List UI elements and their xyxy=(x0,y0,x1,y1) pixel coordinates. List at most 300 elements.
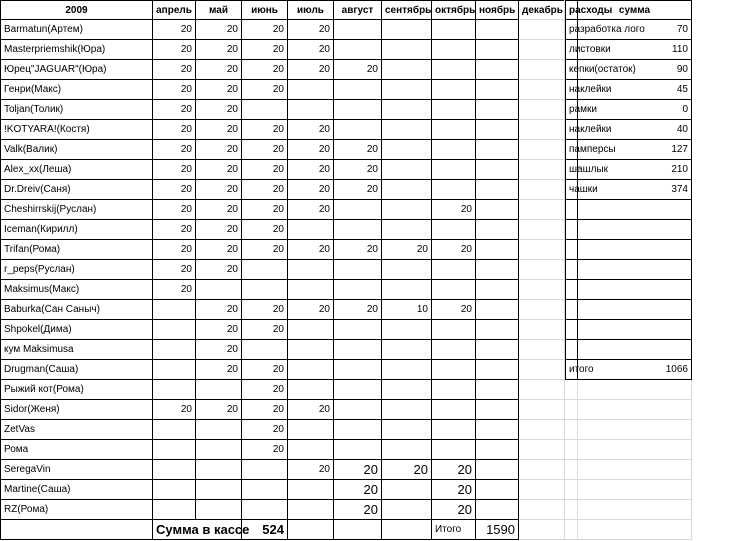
empty-cell[interactable] xyxy=(519,180,565,200)
payment-cell[interactable] xyxy=(476,500,519,520)
expense-sum[interactable] xyxy=(578,200,692,220)
payment-cell[interactable]: 20 xyxy=(153,40,196,60)
payment-cell[interactable]: 20 xyxy=(432,240,476,260)
payment-cell[interactable] xyxy=(432,320,476,340)
payment-cell[interactable] xyxy=(476,200,519,220)
payment-cell[interactable] xyxy=(432,340,476,360)
payment-cell[interactable] xyxy=(288,360,334,380)
member-name[interactable]: Рыжий кот(Рома) xyxy=(0,380,153,400)
payment-cell[interactable]: 20 xyxy=(334,140,382,160)
empty-cell[interactable] xyxy=(519,520,565,540)
expense-sum[interactable]: 0 xyxy=(578,100,692,120)
empty-cell[interactable] xyxy=(578,480,692,500)
payment-cell[interactable] xyxy=(288,80,334,100)
member-name[interactable]: Генри(Макс) xyxy=(0,80,153,100)
empty-cell[interactable] xyxy=(519,100,565,120)
payment-cell[interactable]: 20 xyxy=(334,180,382,200)
empty-cell[interactable] xyxy=(565,420,578,440)
expenses-total-label[interactable]: итого xyxy=(565,360,578,380)
payment-cell[interactable] xyxy=(334,100,382,120)
footer-empty[interactable] xyxy=(382,520,432,540)
payment-cell[interactable] xyxy=(476,480,519,500)
empty-cell[interactable] xyxy=(519,200,565,220)
month-header[interactable]: декабрь xyxy=(519,0,565,20)
payment-cell[interactable] xyxy=(382,440,432,460)
payment-cell[interactable]: 20 xyxy=(242,240,288,260)
member-name[interactable]: Valk(Валик) xyxy=(0,140,153,160)
payment-cell[interactable] xyxy=(334,280,382,300)
payment-cell[interactable]: 20 xyxy=(288,400,334,420)
payment-cell[interactable] xyxy=(288,500,334,520)
payment-cell[interactable]: 20 xyxy=(288,460,334,480)
empty-cell[interactable] xyxy=(519,420,565,440)
payment-cell[interactable] xyxy=(153,440,196,460)
payment-cell[interactable] xyxy=(432,120,476,140)
member-name[interactable]: Iceman(Кирилл) xyxy=(0,220,153,240)
expense-sum[interactable]: 110 xyxy=(578,40,692,60)
payment-cell[interactable]: 20 xyxy=(153,100,196,120)
payment-cell[interactable] xyxy=(288,440,334,460)
payment-cell[interactable]: 20 xyxy=(153,280,196,300)
expense-name[interactable]: наклейки xyxy=(565,80,578,100)
payment-cell[interactable] xyxy=(196,480,242,500)
payment-cell[interactable]: 20 xyxy=(334,480,382,500)
payment-cell[interactable] xyxy=(334,220,382,240)
empty-cell[interactable] xyxy=(578,400,692,420)
payment-cell[interactable] xyxy=(476,40,519,60)
payment-cell[interactable]: 20 xyxy=(382,460,432,480)
empty-cell[interactable] xyxy=(578,460,692,480)
payment-cell[interactable]: 20 xyxy=(196,100,242,120)
member-name[interactable]: Masterpriemshik(Юра) xyxy=(0,40,153,60)
payment-cell[interactable] xyxy=(334,320,382,340)
expense-sum[interactable]: 90 xyxy=(578,60,692,80)
payment-cell[interactable]: 20 xyxy=(196,40,242,60)
expenses-sum-header[interactable]: сумма xyxy=(578,0,692,20)
payment-cell[interactable] xyxy=(334,400,382,420)
payment-cell[interactable]: 20 xyxy=(288,200,334,220)
expense-name[interactable]: кепки(остаток) xyxy=(565,60,578,80)
payment-cell[interactable] xyxy=(196,280,242,300)
empty-cell[interactable] xyxy=(519,460,565,480)
payment-cell[interactable] xyxy=(432,20,476,40)
payment-cell[interactable]: 20 xyxy=(153,120,196,140)
expense-name[interactable] xyxy=(565,200,578,220)
member-name[interactable]: SeregaVin xyxy=(0,460,153,480)
empty-cell[interactable] xyxy=(519,40,565,60)
payment-cell[interactable] xyxy=(382,100,432,120)
payment-cell[interactable] xyxy=(476,460,519,480)
payment-cell[interactable] xyxy=(242,340,288,360)
payment-cell[interactable]: 20 xyxy=(288,160,334,180)
payment-cell[interactable]: 20 xyxy=(196,20,242,40)
payment-cell[interactable] xyxy=(476,440,519,460)
payment-cell[interactable]: 20 xyxy=(432,460,476,480)
expense-sum[interactable] xyxy=(578,320,692,340)
empty-cell[interactable] xyxy=(565,500,578,520)
expense-sum[interactable]: 374 xyxy=(578,180,692,200)
payment-cell[interactable]: 20 xyxy=(334,300,382,320)
empty-cell[interactable] xyxy=(519,120,565,140)
payment-cell[interactable] xyxy=(334,440,382,460)
payment-cell[interactable]: 20 xyxy=(196,120,242,140)
payment-cell[interactable] xyxy=(242,100,288,120)
expense-name[interactable] xyxy=(565,220,578,240)
payment-cell[interactable] xyxy=(476,360,519,380)
member-name[interactable]: Dr.Dreiv(Саня) xyxy=(0,180,153,200)
expense-name[interactable] xyxy=(565,280,578,300)
payment-cell[interactable]: 20 xyxy=(242,200,288,220)
expense-name[interactable] xyxy=(565,300,578,320)
payment-cell[interactable] xyxy=(382,340,432,360)
expense-name[interactable]: рамки xyxy=(565,100,578,120)
payment-cell[interactable] xyxy=(382,480,432,500)
payment-cell[interactable]: 20 xyxy=(242,120,288,140)
payment-cell[interactable] xyxy=(382,200,432,220)
payment-cell[interactable] xyxy=(476,220,519,240)
empty-cell[interactable] xyxy=(519,220,565,240)
payment-cell[interactable] xyxy=(476,420,519,440)
payment-cell[interactable] xyxy=(153,420,196,440)
payment-cell[interactable] xyxy=(382,40,432,60)
payment-cell[interactable] xyxy=(432,60,476,80)
payment-cell[interactable]: 20 xyxy=(382,240,432,260)
payment-cell[interactable] xyxy=(196,460,242,480)
payment-cell[interactable]: 20 xyxy=(242,60,288,80)
payment-cell[interactable] xyxy=(382,320,432,340)
payment-cell[interactable]: 20 xyxy=(196,140,242,160)
payment-cell[interactable] xyxy=(382,280,432,300)
expense-sum[interactable] xyxy=(578,260,692,280)
payment-cell[interactable]: 20 xyxy=(196,360,242,380)
expense-name[interactable]: чашки xyxy=(565,180,578,200)
year-header[interactable]: 2009 xyxy=(0,0,153,20)
expense-name[interactable]: разработка лого xyxy=(565,20,578,40)
member-name[interactable]: r_peps(Руслан) xyxy=(0,260,153,280)
payment-cell[interactable] xyxy=(476,80,519,100)
payment-cell[interactable]: 20 xyxy=(153,60,196,80)
payment-cell[interactable] xyxy=(153,320,196,340)
expenses-header[interactable]: расходы xyxy=(565,0,578,20)
empty-cell[interactable] xyxy=(519,140,565,160)
payment-cell[interactable]: 20 xyxy=(196,260,242,280)
empty-cell[interactable] xyxy=(519,340,565,360)
payment-cell[interactable] xyxy=(432,420,476,440)
member-name[interactable]: Toljan(Толик) xyxy=(0,100,153,120)
payment-cell[interactable] xyxy=(153,380,196,400)
payment-cell[interactable] xyxy=(382,180,432,200)
empty-cell[interactable] xyxy=(519,20,565,40)
payment-cell[interactable] xyxy=(288,420,334,440)
member-name[interactable]: ZetVas xyxy=(0,420,153,440)
payment-cell[interactable]: 20 xyxy=(242,160,288,180)
expense-name[interactable] xyxy=(565,260,578,280)
payment-cell[interactable] xyxy=(288,480,334,500)
payment-cell[interactable] xyxy=(432,260,476,280)
member-name[interactable]: Martine(Саша) xyxy=(0,480,153,500)
payment-cell[interactable] xyxy=(432,40,476,60)
payment-cell[interactable]: 20 xyxy=(153,20,196,40)
empty-cell[interactable] xyxy=(519,240,565,260)
payment-cell[interactable] xyxy=(153,460,196,480)
payment-cell[interactable]: 20 xyxy=(242,20,288,40)
payment-cell[interactable] xyxy=(382,140,432,160)
member-name[interactable]: Barmatun(Артем) xyxy=(0,20,153,40)
payment-cell[interactable] xyxy=(153,340,196,360)
payment-cell[interactable] xyxy=(288,340,334,360)
payment-cell[interactable] xyxy=(334,120,382,140)
payment-cell[interactable]: 20 xyxy=(153,140,196,160)
payment-cell[interactable] xyxy=(334,360,382,380)
payment-cell[interactable] xyxy=(432,280,476,300)
payment-cell[interactable] xyxy=(432,140,476,160)
empty-cell[interactable] xyxy=(519,480,565,500)
payment-cell[interactable]: 20 xyxy=(432,300,476,320)
payment-cell[interactable] xyxy=(288,280,334,300)
payment-cell[interactable] xyxy=(476,340,519,360)
member-name[interactable]: Baburka(Сан Саныч) xyxy=(0,300,153,320)
payment-cell[interactable] xyxy=(196,500,242,520)
payment-cell[interactable]: 20 xyxy=(288,20,334,40)
payment-cell[interactable]: 20 xyxy=(196,160,242,180)
payment-cell[interactable]: 20 xyxy=(288,40,334,60)
expense-sum[interactable] xyxy=(578,300,692,320)
payment-cell[interactable] xyxy=(382,80,432,100)
payment-cell[interactable]: 20 xyxy=(288,180,334,200)
member-name[interactable]: Cheshirrskij(Руслан) xyxy=(0,200,153,220)
payment-cell[interactable]: 20 xyxy=(334,60,382,80)
member-name[interactable]: RZ(Рома) xyxy=(0,500,153,520)
payment-cell[interactable]: 20 xyxy=(242,400,288,420)
payment-cell[interactable] xyxy=(476,160,519,180)
payment-cell[interactable]: 10 xyxy=(382,300,432,320)
member-name[interactable]: Maksimus(Макс) xyxy=(0,280,153,300)
payment-cell[interactable] xyxy=(196,420,242,440)
payment-cell[interactable] xyxy=(476,260,519,280)
payment-cell[interactable] xyxy=(476,300,519,320)
payment-cell[interactable] xyxy=(334,340,382,360)
empty-cell[interactable] xyxy=(519,320,565,340)
payment-cell[interactable]: 20 xyxy=(196,320,242,340)
payment-cell[interactable]: 20 xyxy=(196,220,242,240)
payment-cell[interactable] xyxy=(432,380,476,400)
empty-cell[interactable] xyxy=(578,380,692,400)
payment-cell[interactable] xyxy=(476,380,519,400)
payment-cell[interactable] xyxy=(476,140,519,160)
payment-cell[interactable] xyxy=(432,400,476,420)
empty-cell[interactable] xyxy=(519,300,565,320)
payment-cell[interactable]: 20 xyxy=(196,180,242,200)
payment-cell[interactable] xyxy=(432,440,476,460)
payment-cell[interactable] xyxy=(476,400,519,420)
payment-cell[interactable] xyxy=(382,260,432,280)
empty-cell[interactable] xyxy=(578,520,692,540)
payment-cell[interactable] xyxy=(382,360,432,380)
payment-cell[interactable] xyxy=(196,440,242,460)
empty-cell[interactable] xyxy=(519,380,565,400)
member-name[interactable]: Юрец"JAGUAR"(Юра) xyxy=(0,60,153,80)
payment-cell[interactable]: 20 xyxy=(153,200,196,220)
month-header[interactable]: июнь xyxy=(242,0,288,20)
payment-cell[interactable] xyxy=(382,20,432,40)
expense-sum[interactable]: 127 xyxy=(578,140,692,160)
member-name[interactable]: Alex_xx(Леша) xyxy=(0,160,153,180)
cash-sum-label[interactable]: Сумма в кассе xyxy=(153,520,242,540)
empty-cell[interactable] xyxy=(519,500,565,520)
month-header[interactable]: август xyxy=(334,0,382,20)
empty-cell[interactable] xyxy=(565,380,578,400)
payment-cell[interactable]: 20 xyxy=(196,240,242,260)
empty-cell[interactable] xyxy=(578,420,692,440)
expenses-total-value[interactable]: 1066 xyxy=(578,360,692,380)
expense-name[interactable] xyxy=(565,340,578,360)
payment-cell[interactable] xyxy=(382,380,432,400)
payment-cell[interactable] xyxy=(242,480,288,500)
member-name[interactable]: Drugman(Саша) xyxy=(0,360,153,380)
expense-name[interactable] xyxy=(565,320,578,340)
payment-cell[interactable]: 20 xyxy=(153,160,196,180)
payment-cell[interactable]: 20 xyxy=(432,200,476,220)
empty-cell[interactable] xyxy=(519,400,565,420)
payment-cell[interactable] xyxy=(334,20,382,40)
total-value[interactable]: 1590 xyxy=(476,520,519,540)
payment-cell[interactable]: 20 xyxy=(242,360,288,380)
payment-cell[interactable] xyxy=(432,160,476,180)
payment-cell[interactable] xyxy=(382,160,432,180)
member-name[interactable]: кум Maksimusa xyxy=(0,340,153,360)
month-header[interactable]: июль xyxy=(288,0,334,20)
payment-cell[interactable] xyxy=(476,240,519,260)
empty-cell[interactable] xyxy=(565,480,578,500)
payment-cell[interactable]: 20 xyxy=(288,240,334,260)
payment-cell[interactable]: 20 xyxy=(242,300,288,320)
payment-cell[interactable]: 20 xyxy=(153,220,196,240)
payment-cell[interactable] xyxy=(432,100,476,120)
payment-cell[interactable] xyxy=(153,300,196,320)
member-name[interactable]: Trifan(Рома) xyxy=(0,240,153,260)
payment-cell[interactable] xyxy=(288,220,334,240)
payment-cell[interactable]: 20 xyxy=(196,300,242,320)
payment-cell[interactable]: 20 xyxy=(288,60,334,80)
expense-name[interactable]: шашлык xyxy=(565,160,578,180)
expense-sum[interactable]: 70 xyxy=(578,20,692,40)
member-name[interactable]: Sidor(Женя) xyxy=(0,400,153,420)
payment-cell[interactable]: 20 xyxy=(153,180,196,200)
payment-cell[interactable]: 20 xyxy=(196,400,242,420)
payment-cell[interactable] xyxy=(382,60,432,80)
payment-cell[interactable] xyxy=(288,380,334,400)
expense-sum[interactable] xyxy=(578,220,692,240)
payment-cell[interactable] xyxy=(432,80,476,100)
expense-name[interactable]: листовки xyxy=(565,40,578,60)
empty-cell[interactable] xyxy=(519,160,565,180)
month-header[interactable]: октябрь xyxy=(432,0,476,20)
payment-cell[interactable]: 20 xyxy=(288,300,334,320)
payment-cell[interactable] xyxy=(382,400,432,420)
payment-cell[interactable] xyxy=(476,120,519,140)
empty-cell[interactable] xyxy=(565,520,578,540)
payment-cell[interactable]: 20 xyxy=(242,380,288,400)
month-header[interactable]: май xyxy=(196,0,242,20)
expense-sum[interactable] xyxy=(578,240,692,260)
month-header[interactable]: ноябрь xyxy=(476,0,519,20)
payment-cell[interactable]: 20 xyxy=(242,320,288,340)
member-name[interactable]: !KOTYARA!(Костя) xyxy=(0,120,153,140)
expense-sum[interactable] xyxy=(578,280,692,300)
footer-empty[interactable] xyxy=(0,520,153,540)
payment-cell[interactable] xyxy=(382,420,432,440)
payment-cell[interactable]: 20 xyxy=(196,80,242,100)
expense-sum[interactable]: 40 xyxy=(578,120,692,140)
payment-cell[interactable]: 20 xyxy=(196,60,242,80)
payment-cell[interactable]: 20 xyxy=(196,340,242,360)
expense-sum[interactable] xyxy=(578,340,692,360)
payment-cell[interactable]: 20 xyxy=(334,500,382,520)
payment-cell[interactable]: 20 xyxy=(432,500,476,520)
payment-cell[interactable] xyxy=(242,500,288,520)
payment-cell[interactable] xyxy=(288,320,334,340)
empty-cell[interactable] xyxy=(565,440,578,460)
total-label[interactable]: Итого xyxy=(432,520,476,540)
payment-cell[interactable] xyxy=(334,80,382,100)
payment-cell[interactable] xyxy=(382,500,432,520)
expense-name[interactable]: наклейки xyxy=(565,120,578,140)
payment-cell[interactable] xyxy=(153,360,196,380)
payment-cell[interactable] xyxy=(196,380,242,400)
payment-cell[interactable] xyxy=(334,40,382,60)
payment-cell[interactable] xyxy=(242,280,288,300)
payment-cell[interactable]: 20 xyxy=(334,240,382,260)
payment-cell[interactable] xyxy=(334,200,382,220)
payment-cell[interactable] xyxy=(334,260,382,280)
payment-cell[interactable]: 20 xyxy=(242,80,288,100)
empty-cell[interactable] xyxy=(578,500,692,520)
empty-cell[interactable] xyxy=(519,260,565,280)
payment-cell[interactable]: 20 xyxy=(196,200,242,220)
payment-cell[interactable] xyxy=(153,500,196,520)
payment-cell[interactable] xyxy=(288,100,334,120)
payment-cell[interactable]: 20 xyxy=(153,80,196,100)
payment-cell[interactable]: 20 xyxy=(334,160,382,180)
payment-cell[interactable] xyxy=(432,220,476,240)
payment-cell[interactable] xyxy=(476,20,519,40)
payment-cell[interactable] xyxy=(382,120,432,140)
payment-cell[interactable] xyxy=(476,100,519,120)
payment-cell[interactable] xyxy=(288,260,334,280)
payment-cell[interactable]: 20 xyxy=(288,120,334,140)
empty-cell[interactable] xyxy=(519,0,565,20)
payment-cell[interactable] xyxy=(476,280,519,300)
empty-cell[interactable] xyxy=(519,360,565,380)
payment-cell[interactable] xyxy=(153,480,196,500)
member-name[interactable]: Рома xyxy=(0,440,153,460)
payment-cell[interactable] xyxy=(334,420,382,440)
month-header[interactable]: сентябрь xyxy=(382,0,432,20)
expense-name[interactable]: памперсы xyxy=(565,140,578,160)
payment-cell[interactable] xyxy=(476,180,519,200)
payment-cell[interactable]: 20 xyxy=(432,480,476,500)
payment-cell[interactable] xyxy=(432,180,476,200)
payment-cell[interactable]: 20 xyxy=(153,240,196,260)
payment-cell[interactable] xyxy=(382,220,432,240)
month-header[interactable]: апрель xyxy=(153,0,196,20)
payment-cell[interactable]: 20 xyxy=(153,260,196,280)
expense-name[interactable] xyxy=(565,240,578,260)
empty-cell[interactable] xyxy=(519,440,565,460)
payment-cell[interactable]: 20 xyxy=(334,460,382,480)
payment-cell[interactable] xyxy=(242,460,288,480)
payment-cell[interactable] xyxy=(242,260,288,280)
